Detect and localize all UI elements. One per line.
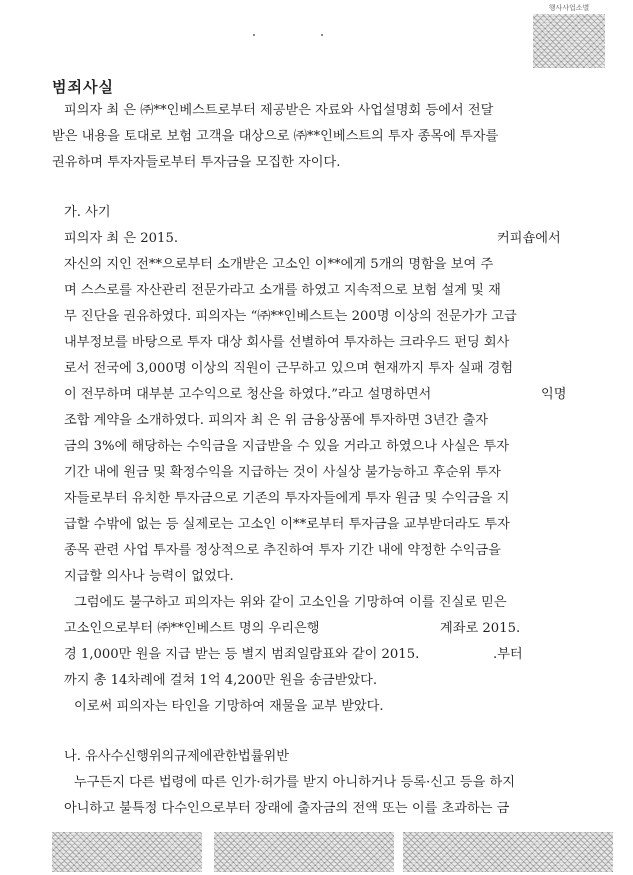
body-line: 아니하고 불특정 다수인으로부터 장래에 출자금의 전액 또는 이를 초과하는 금 <box>64 801 510 816</box>
section-b-title: 나. 유사수신행위의규제에관한법률위반 <box>64 749 289 764</box>
body-line: 내부정보를 바탕으로 투자 대상 회사를 선별하여 투자하는 크라우드 펀딩 회사 <box>64 335 510 350</box>
scan-speck <box>321 34 323 36</box>
body-line: 자신의 지인 전**으로부터 소개받은 고소인 이**에게 5개의 명함을 보여 주 <box>64 257 494 272</box>
body-line-right: 커피숍에서 <box>497 231 561 246</box>
stamp-label: 행사사업소별 <box>548 4 590 12</box>
body-line: 누구든지 다른 법령에 따른 인가·허가를 받지 아니하거나 등록·신고 등을 하지 <box>74 775 516 790</box>
body-line: 기간 내에 원금 및 확정수익을 지급하는 것이 사실상 불가능하고 후순위 투자 <box>64 465 501 480</box>
body-line: 조합 계약을 소개하였다. 피의자 최 은 위 금융상품에 투자하면 3년간 출자 <box>64 413 488 428</box>
body-line-right: .부터 <box>493 647 523 662</box>
body-line: 지급할 의사나 능력이 없었다. <box>64 569 234 584</box>
body-line: 로서 전국에 3,000명 이상의 직원이 근무하고 있으며 현재까지 투자 실패 경험 <box>64 361 514 376</box>
section-a-title: 가. 사기 <box>64 205 111 220</box>
scan-noise-block <box>403 832 613 872</box>
body-line: 무 진단을 권유하였다. 피의자는 “㈜**인베스트는 200명 이상의 전문가가 고급 <box>64 309 517 324</box>
body-line: 이로써 피의자는 타인을 기망하여 재물을 교부 받았다. <box>74 699 384 714</box>
body-line-right: 익명 <box>541 387 567 402</box>
scan-noise-block <box>214 832 394 872</box>
intro-line: 피의자 최 은 ㈜**인베스트로부터 제공받은 자료와 사업설명회 등에서 전달 <box>64 103 494 118</box>
body-line-right: 계좌로 2015. <box>440 621 521 636</box>
body-line: 며 스스로를 자산관리 전문가라고 소개를 하였고 지속적으로 보험 설계 및 재 <box>64 283 501 298</box>
body-line: 이 전무하며 대부분 고수익으로 청산을 하였다.”라고 설명하면서 <box>64 387 432 402</box>
scan-speck <box>253 34 255 36</box>
body-line: 까지 총 14차례에 걸쳐 1억 4,200만 원을 송금받았다. <box>64 673 378 688</box>
scan-noise-block <box>52 832 202 872</box>
body-line: 급할 수밖에 없는 등 실제로는 고소인 이**로부터 투자금을 교부받더라도 투자 <box>64 517 510 532</box>
intro-line: 권유하며 투자자들로부터 투자금을 모집한 자이다. <box>52 155 341 170</box>
body-line: 경 1,000만 원을 지급 받는 등 별지 범죄일람표와 같이 2015. <box>64 647 420 662</box>
qr-stamp <box>533 14 605 68</box>
body-line: 고소인으로부터 ㈜**인베스트 명의 우리은행 <box>64 621 320 636</box>
body-line: 그럼에도 불구하고 피의자는 위와 같이 고소인을 기망하여 이를 진실로 믿은 <box>74 595 507 610</box>
section-heading: 범죄사실 <box>52 78 114 96</box>
body-line: 종목 관련 사업 투자를 정상적으로 추진하여 투자 기간 내에 약정한 수익금을 <box>64 543 501 558</box>
intro-line: 받은 내용을 토대로 보험 고객을 대상으로 ㈜**인베스트의 투자 종목에 투자를 <box>52 129 499 144</box>
body-line: 피의자 최 은 2015. <box>64 231 179 246</box>
body-line: 자들로부터 유치한 투자금으로 기존의 투자자들에게 투자 원금 및 수익금을 지 <box>64 491 510 506</box>
body-line: 금의 3%에 해당하는 수익금을 지급받을 수 있을 거라고 하였으나 사실은 투자 <box>64 439 510 454</box>
